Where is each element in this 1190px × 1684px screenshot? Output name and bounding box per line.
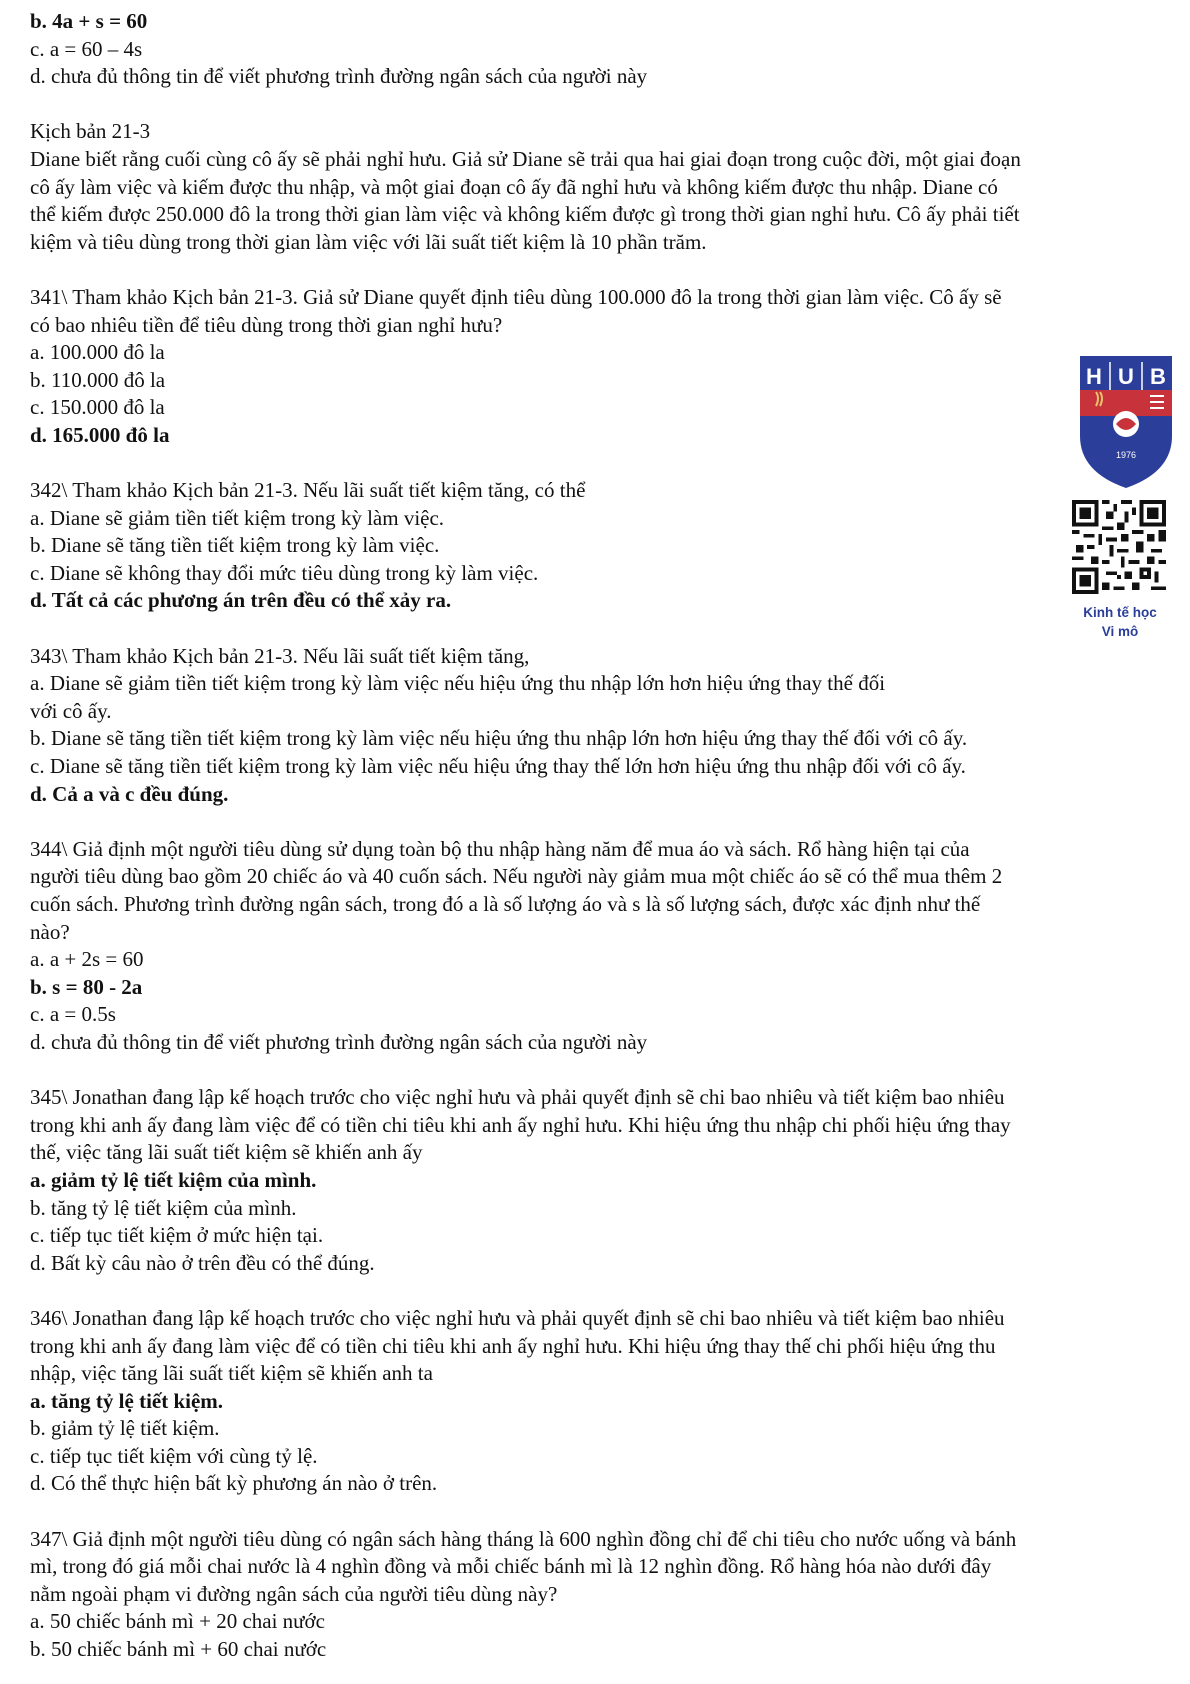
q341-option-d-answer: d. 165.000 đô la: [30, 422, 170, 447]
qr-code-icon: [1072, 500, 1166, 594]
q344-stem-4: nào?: [30, 919, 70, 944]
q346-option-a-answer: a. tăng tỷ lệ tiết kiệm.: [30, 1388, 224, 1413]
q344-stem-3: cuốn sách. Phương trình đường ngân sách, trong đó a là số lượng áo và s là số lượng sách, được xác định như thế: [30, 892, 981, 916]
q341-option-a: a. 100.000 đô la: [30, 340, 165, 365]
option-c: c. a = 60 – 4s: [30, 36, 143, 61]
q343-option-d-answer: d. Cả a và c đều đúng.: [30, 781, 229, 806]
q345-option-c: c. tiếp tục tiết kiệm ở mức hiện tại.: [30, 1223, 324, 1248]
q345-option-d: d. Bất kỳ câu nào ở trên đều có thể đúng.: [30, 1250, 375, 1275]
q346-stem-3: nhập, việc tăng lãi suất tiết kiệm sẽ khiến anh ta: [30, 1361, 433, 1386]
logo-caption: [1064, 603, 1176, 641]
scenario-text-3: thể kiếm được 250.000 đô la trong thời gian làm việc và không kiếm được gì trong thời gian nghỉ hưu. Cô ấy phải tiết: [30, 202, 1020, 227]
q346-option-d: d. Có thể thực hiện bất kỳ phương án nào ở trên.: [30, 1471, 438, 1496]
q345-option-a-answer: a. giảm tỷ lệ tiết kiệm của mình.: [30, 1167, 317, 1192]
q341-stem-2: có bao nhiêu tiền để tiêu dùng trong thời gian nghỉ hưu?: [30, 312, 503, 337]
q341-option-b: b. 110.000 đô la: [30, 367, 166, 392]
q342-option-b: b. Diane sẽ tăng tiền tiết kiệm trong kỳ làm việc.: [30, 533, 440, 558]
q347-option-a: a. 50 chiếc bánh mì + 20 chai nước: [30, 1609, 325, 1634]
q347-stem-3: nằm ngoài phạm vi đường ngân sách của người tiêu dùng này?: [30, 1581, 558, 1606]
hub-logo: [1076, 350, 1176, 490]
q345-stem-2: trong khi anh ấy đang làm việc để có tiền chi tiêu khi anh ấy nghỉ hưu. Khi hiệu ứng thu nhập chi phối hiệu ứng thay: [30, 1112, 1011, 1137]
q346-option-c: c. tiếp tục tiết kiệm với cùng tỷ lệ.: [30, 1443, 318, 1468]
q346-stem-2: trong khi anh ấy đang làm việc để có tiền chi tiêu khi anh ấy nghỉ hưu. Khi hiệu ứng thay thế chi phối hiệu ứng thu: [30, 1333, 996, 1358]
q344-option-a: a. a + 2s = 60: [30, 947, 144, 972]
q346-option-b: b. giảm tỷ lệ tiết kiệm.: [30, 1416, 220, 1441]
q347-stem-1: 347\ Giả định một người tiêu dùng có ngân sách hàng tháng là 600 nghìn đồng chỉ để chi tiêu cho nước uống và bánh: [30, 1526, 1017, 1551]
q344-option-c: c. a = 0.5s: [30, 1002, 116, 1027]
logo-letter-h: H: [1086, 364, 1102, 389]
q343-option-a-2: với cô ấy.: [30, 698, 112, 723]
q345-stem-3: thế, việc tăng lãi suất tiết kiệm sẽ khiến anh ấy: [30, 1140, 423, 1165]
q342-option-d-answer: d. Tất cả các phương án trên đều có thể xảy ra.: [30, 588, 452, 613]
q346-stem-1: 346\ Jonathan đang lập kế hoạch trước cho việc nghỉ hưu và phải quyết định sẽ chi bao nhiêu và tiết kiệm bao nhiêu: [30, 1305, 1005, 1330]
q341-stem-1: 341\ Tham khảo Kịch bản 21-3. Giả sử Diane quyết định tiêu dùng 100.000 đô la trong thời gian làm việc. Cô ấy sẽ: [30, 284, 1002, 309]
q342-stem: 342\ Tham khảo Kịch bản 21-3. Nếu lãi suất tiết kiệm tăng, có thể: [30, 478, 586, 503]
q343-option-b: b. Diane sẽ tăng tiền tiết kiệm trong kỳ làm việc nếu hiệu ứng thu nhập lớn hơn hiệu ứng thay thế đối với cô ấy.: [30, 726, 968, 751]
q344-option-b-answer: b. s = 80 - 2a: [30, 974, 143, 999]
logo-letter-u: U: [1118, 364, 1134, 389]
q342-option-c: c. Diane sẽ không thay đổi mức tiêu dùng trong kỳ làm việc.: [30, 560, 539, 585]
q345-stem-1: 345\ Jonathan đang lập kế hoạch trước cho việc nghỉ hưu và phải quyết định sẽ chi bao nhiêu và tiết kiệm bao nhiêu: [30, 1085, 1005, 1110]
q344-stem-1: 344\ Giả định một người tiêu dùng sử dụng toàn bộ thu nhập hàng năm để mua áo và sách. Rổ hàng hiện tại của: [30, 836, 970, 861]
q341-option-c: c. 150.000 đô la: [30, 395, 165, 420]
q343-option-c: c. Diane sẽ tăng tiền tiết kiệm trong kỳ làm việc nếu hiệu ứng thay thế lớn hơn hiệu ứng thu nhập đối với cô ấy.: [30, 754, 966, 779]
caption-course: Vi mô: [1101, 624, 1139, 639]
logo-letter-b: B: [1150, 364, 1166, 389]
q344-stem-2: người tiêu dùng bao gồm 20 chiếc áo và 40 cuốn sách. Nếu người này giảm mua một chiếc áo sẽ có thể mua thêm 2: [30, 864, 1003, 889]
scenario-title: Kịch bản 21-3: [30, 119, 151, 144]
scenario-text-4: kiệm và tiêu dùng trong thời gian làm việc với lãi suất tiết kiệm là 10 phần trăm.: [30, 229, 707, 254]
q343-stem: 343\ Tham khảo Kịch bản 21-3. Nếu lãi suất tiết kiệm tăng,: [30, 643, 530, 668]
q347-stem-2: mì, trong đó giá mỗi chai nước là 4 nghìn đồng và mỗi chiếc bánh mì là 12 nghìn đồng. Rổ hàng hóa nào dưới đây: [30, 1554, 992, 1579]
scenario-text-1: Diane biết rằng cuối cùng cô ấy sẽ phải nghỉ hưu. Giả sử Diane sẽ trải qua hai giai đoạn trong cuộc đời, một giai đoạn: [30, 146, 1021, 171]
q347-option-b: b. 50 chiếc bánh mì + 60 chai nước: [30, 1637, 327, 1662]
q344-option-d: d. chưa đủ thông tin để viết phương trình đường ngân sách của người này: [30, 1029, 648, 1054]
caption-subject: Kinh tế học: [1083, 605, 1157, 620]
option-d: d. chưa đủ thông tin để viết phương trình đường ngân sách của người này: [30, 64, 648, 89]
q343-option-a-1: a. Diane sẽ giảm tiền tiết kiệm trong kỳ làm việc nếu hiệu ứng thu nhập lớn hơn hiệu ứng thay thế đối: [30, 671, 886, 696]
option-b-bold: b. 4a + s = 60: [30, 9, 148, 33]
scenario-text-2: cô ấy làm việc và kiếm được thu nhập, và một giai đoạn cô ấy đã nghỉ hưu và không kiếm được thu nhập. Diane có: [30, 174, 998, 199]
logo-year: 1976: [1115, 450, 1137, 460]
q342-option-a: a. Diane sẽ giảm tiền tiết kiệm trong kỳ làm việc.: [30, 505, 445, 530]
document-page: [30, 8, 1170, 1664]
q345-option-b: b. tăng tỷ lệ tiết kiệm của mình.: [30, 1195, 297, 1220]
